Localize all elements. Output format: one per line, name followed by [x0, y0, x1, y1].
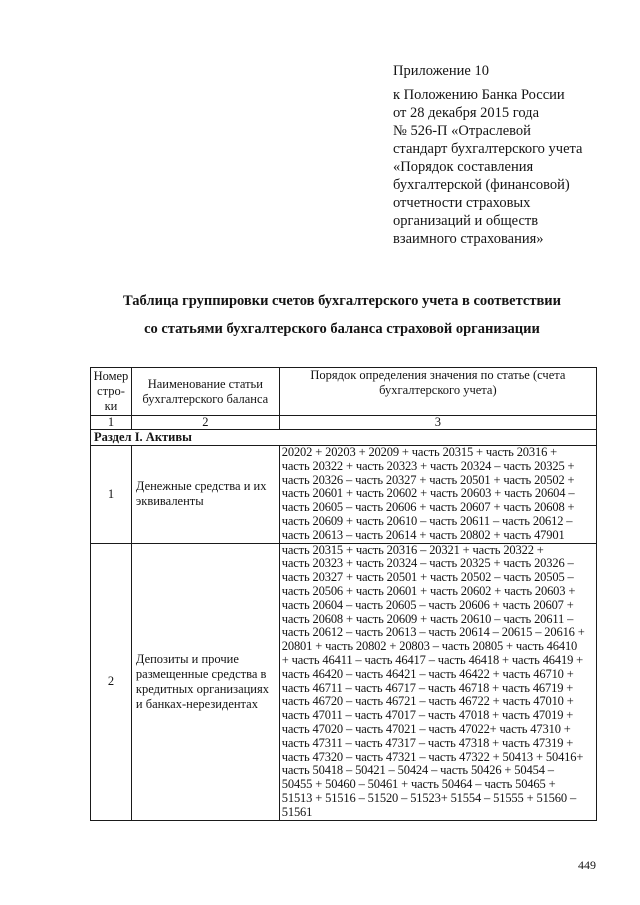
formula-line: часть 20612 – часть 20613 – часть 20614 – 20615 – 20616 + [281, 625, 585, 640]
formula-line: часть 46420 – часть 46421 – часть 46422 + часть 46710 + [281, 666, 574, 681]
appendix-line: «Порядок составления [393, 159, 534, 175]
header-item-name: Наименование статьи бухгалтерского баланса [131, 368, 279, 416]
formula-line: 51561 [281, 804, 313, 819]
formula-line: 51513 + 51516 – 51520 – 51523+ 51554 – 51555 + 51560 – [281, 790, 577, 805]
formula-line: 20801 + часть 20802 + 20803 – часть 20805 + часть 46410 [281, 639, 578, 654]
formula-line: часть 47320 – часть 47321 – часть 47322 + 50413 + 50416+ [281, 749, 584, 764]
formula-line: часть 47011 – часть 47017 – часть 47018 + часть 47019 + [281, 708, 574, 723]
appendix-line: организаций и обществ [393, 213, 539, 229]
appendix-block [393, 62, 582, 248]
appendix-line: от 28 декабря 2015 года [393, 105, 539, 121]
formula-line: часть 50418 – 50421 – 50424 – часть 50426 + 50454 – [281, 763, 554, 778]
appendix-line: бухгалтерской (финансовой) [393, 177, 570, 193]
section-row [91, 430, 597, 446]
formula-line: часть 20322 + часть 20323 + часть 20324 – часть 20325 + [281, 458, 575, 473]
row-item-name: Денежные средства и их эквиваленты [131, 446, 279, 544]
formula-line: часть 20326 – часть 20327 + часть 20501 + часть 20502 + [281, 472, 575, 487]
formula-line: 50455 + 50460 – 50461 + часть 50464 – часть 50465 + [281, 777, 556, 792]
formula-line: часть 20605 – часть 20606 + часть 20607 + часть 20608 + [281, 500, 575, 515]
column-number-row [91, 416, 597, 430]
header-row [91, 368, 597, 416]
appendix-line: стандарт бухгалтерского учета [393, 141, 583, 157]
formula-line: часть 20323 + часть 20324 – часть 20325 + часть 20326 – [281, 556, 574, 571]
appendix-line: Приложение 10 [393, 63, 489, 79]
row-item-name: Депозиты и прочие размещенные средства в кредитных организациях и банках-нерезидентах [131, 543, 279, 820]
formula-line: 20202 + 20203 + 20209 + часть 20315 + часть 20316 + [281, 445, 558, 459]
header-row-number: Номер стро-ки [91, 368, 132, 416]
table-row [91, 446, 597, 544]
appendix-line: № 526-П «Отраслевой [393, 123, 531, 139]
row-formula [279, 446, 596, 544]
row-number: 2 [91, 543, 132, 820]
header-procedure: Порядок определения значения по статье (счета бухгалтерского учета) [279, 368, 596, 416]
column-number: 3 [279, 416, 596, 430]
formula-line: часть 20506 + часть 20601 + часть 20602 + часть 20603 + [281, 583, 576, 598]
formula-line: часть 47311 – часть 47317 – часть 47318 + часть 47319 + [281, 735, 574, 750]
column-number: 2 [131, 416, 279, 430]
formula-line: часть 20608 + часть 20609 + часть 20610 – часть 20611 – [281, 611, 574, 626]
formula-line: часть 47020 – часть 47021 – часть 47022+ часть 47310 + [281, 721, 571, 736]
table-title-line-1: Таблица группировки счетов бухгалтерского учета в соответствии [123, 293, 561, 309]
formula-line: часть 20609 + часть 20610 – часть 20611 – часть 20612 – [281, 513, 573, 528]
appendix-line: отчетности страховых [393, 195, 531, 211]
table-title-line-2: со статьями бухгалтерского баланса страховой организации [144, 321, 540, 337]
row-formula [279, 543, 596, 820]
formula-line: часть 20315 + часть 20316 – 20321 + часть 20322 + [281, 542, 544, 557]
formula-line: часть 20601 + часть 20602 + часть 20603 + часть 20604 – [281, 486, 575, 501]
grouping-table [90, 367, 597, 821]
section-title: Раздел I. Активы [91, 430, 597, 446]
page-number: 449 [578, 858, 596, 872]
formula-line: + часть 46411 – часть 46417 – часть 46418 + часть 46419 + [281, 652, 584, 667]
column-number: 1 [91, 416, 132, 430]
row-number: 1 [91, 446, 132, 544]
formula-line: часть 46720 – часть 46721 – часть 46722 + часть 47010 + [281, 694, 574, 709]
formula-line: часть 46711 – часть 46717 – часть 46718 + часть 46719 + [281, 680, 574, 695]
formula-line: часть 20613 – часть 20614 + часть 20802 + часть 47901 [281, 527, 565, 542]
appendix-line: к Положению Банка России [393, 87, 565, 103]
table-row [91, 543, 597, 820]
formula-line: часть 20604 – часть 20605 – часть 20606 + часть 20607 + [281, 597, 574, 612]
formula-line: часть 20327 + часть 20501 + часть 20502 – часть 20505 – [281, 570, 574, 585]
appendix-line: взаимного страхования» [393, 231, 544, 247]
